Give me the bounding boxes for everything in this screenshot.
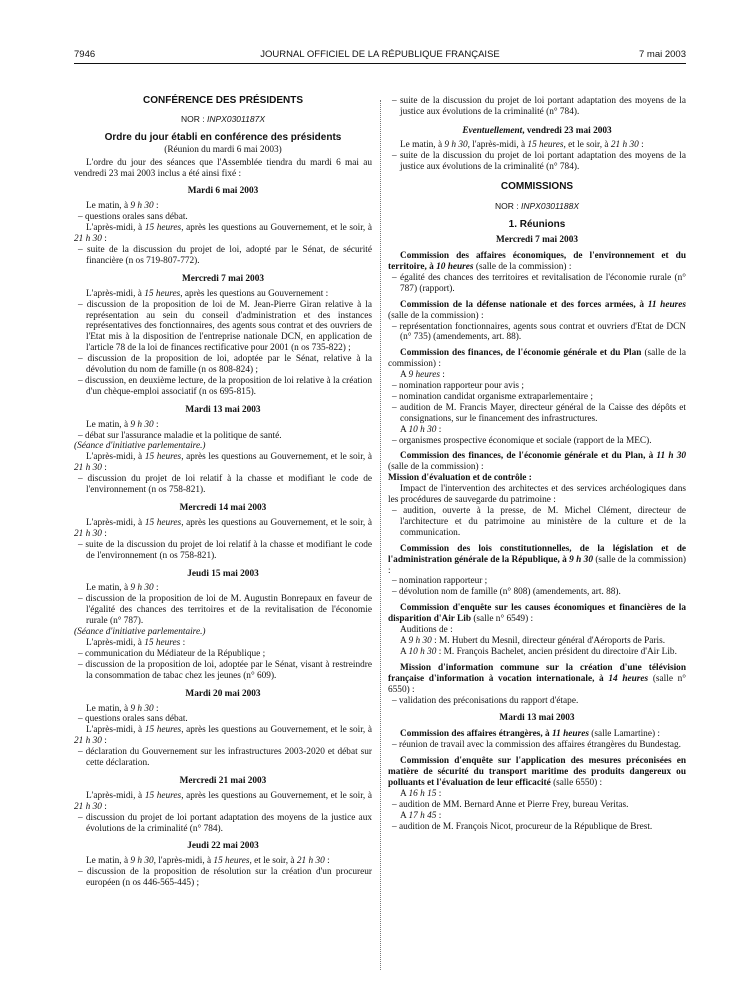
text: , après les questions au Gouvernement, et le soir, à (181, 223, 372, 234)
text: : (153, 201, 159, 212)
time: 9 h 30 (130, 201, 154, 212)
committee-title (388, 663, 686, 696)
agenda-item: – dévolution nom de famille (n° 808) (amendements, art. 88). (392, 587, 621, 598)
text: L'après-midi, à (86, 637, 145, 648)
time: 15 heures (213, 856, 250, 867)
text: : (439, 370, 445, 381)
session-time (74, 223, 372, 245)
text: Le matin, à (400, 139, 445, 150)
agenda-item: – discussion de la proposition de loi de M. Augustin Bonrepaux en faveur de l'égalité des chances des territoires et de la revitalisation de l'économie rurale (n° 787). (78, 594, 372, 627)
agenda-item: – déclaration du Gouvernement sur les infrastructures 2003-2020 et débat sur cette déclaration. (78, 747, 372, 769)
text: (salle n° 6549) : (471, 614, 534, 625)
time: 9 h 30 (130, 856, 154, 867)
nor-label: NOR : (181, 113, 205, 124)
time: 14 heures (608, 673, 649, 684)
time: 17 h 45 (408, 810, 437, 821)
time: 21 h 30 (74, 463, 102, 474)
nor-label: NOR : (495, 201, 519, 212)
session-note: (Séance d'initiative parlementaire.) (74, 627, 206, 638)
text: : (436, 810, 442, 821)
right-column (388, 96, 686, 832)
agenda-item: – débat sur l'assurance maladie et la politique de santé. (78, 430, 282, 441)
conference-title: CONFÉRENCE DES PRÉSIDENTS (142, 95, 304, 106)
day-heading: Mercredi 7 mai 2003 (495, 235, 578, 246)
agenda-item: – suite de la discussion du projet de loi portant adaptation des moyens de la justice aux évolutions de la criminalité (n° 784). (392, 150, 686, 172)
journal-title: JOURNAL OFFICIEL DE LA RÉPUBLIQUE FRANÇAISE (260, 49, 500, 60)
text: Commission d'enquête sur les causes économiques et financières de la disparition d'Air Lib (388, 603, 686, 625)
time: 9 h 30 (444, 139, 468, 150)
left-column (74, 96, 372, 889)
time: 15 heures (144, 790, 182, 801)
nor-code: INPX0301188X (521, 201, 579, 212)
time: 21 h 30 (74, 234, 102, 245)
committee-title (388, 544, 686, 577)
time: 16 h 15 (408, 788, 437, 799)
text: (salle Lamartine) : (588, 729, 660, 740)
time: 15 heures (144, 223, 182, 234)
time: 9 h 30 (569, 554, 593, 565)
text: Commission des finances, de l'économie générale et du Plan, à (400, 451, 657, 462)
text: : M. François Bachelet, ancien président du directoire d'Air Lib. (436, 646, 677, 657)
text: , après les questions au Gouvernement, et le soir, à (181, 452, 372, 463)
text: L'après-midi, à (86, 517, 145, 528)
page-header (74, 49, 686, 63)
text: L'après-midi, à (86, 790, 145, 801)
agenda-item: – audition de MM. Bernard Anne et Pierre Frey, bureau Veritas. (392, 799, 629, 810)
agenda-item: – égalité des chances des territoires et revitalisation de l'économie rurale (n° 787) (rapport). (392, 272, 686, 294)
text: A (400, 424, 409, 435)
text: , et le soir, à (249, 856, 297, 867)
text: Commission des lois constitutionnelles, de la législation et de l'administration générale de la République, à (388, 543, 686, 565)
text: A (400, 788, 409, 799)
text: (salle de la commission) : (473, 261, 572, 272)
session-time (74, 201, 372, 212)
text: : (436, 424, 442, 435)
time: 10 h 30 (408, 424, 437, 435)
text: Mission d'information commune sur la création d'une télévision française d'information à vocation internationale, à (388, 662, 686, 684)
text: (salle de la commission) : (388, 462, 484, 473)
agenda-item: – audition de M. Francis Mayer, directeur général de la Caisse des dépôts et consignations, sur le financement des infrastructures. (392, 402, 686, 424)
session-time (74, 583, 372, 594)
day-heading: Jeudi 22 mai 2003 (187, 841, 259, 852)
committee-title (388, 451, 686, 473)
text: : (101, 801, 107, 812)
session-time (388, 370, 686, 381)
agenda-item: – représentation fonctionnaires, agents sous contrat et ouvriers d'Etat de DCN (n° 735) (amendements, art. 88). (392, 321, 686, 343)
time: 11 heures (647, 299, 686, 310)
ordre-subtitle: (Réunion du mardi 6 mai 2003) (164, 144, 282, 155)
agenda-item: – suite de la discussion du projet de loi, adopté par le Sénat, de sécurité financière (n os 719-807-772). (78, 244, 372, 266)
time: 11 heures (552, 729, 589, 740)
time: 15 heures (144, 452, 182, 463)
time: 9 h 30 (130, 583, 154, 594)
text: Le matin, à (86, 583, 131, 594)
commissions-title: COMMISSIONS (500, 181, 574, 193)
agenda-item: – discussion de la proposition de loi, adoptée par le Sénat, relative à la dévolution du nom de famille (n os 808-824) ; (78, 354, 372, 376)
mission-text: Impact de l'intervention des architectes et des services archéologiques dans les procédures de sauvegarde du patrimoine : (388, 484, 686, 506)
time: 15 heures (144, 637, 181, 648)
day-heading: Mardi 20 mai 2003 (185, 688, 261, 699)
time: 15 heures (144, 288, 181, 299)
agenda-item: – nomination rapporteur pour avis ; (392, 381, 524, 392)
agenda-item: – questions orales sans débat. (78, 714, 188, 725)
agenda-item: – réunion de travail avec la commission des affaires étrangères du Bundestag. (392, 740, 681, 751)
reunions-title: 1. Réunions (508, 219, 566, 231)
audition-entry (388, 647, 686, 658)
time: 10 h 30 (408, 646, 437, 657)
text: (salle de la commission) : (388, 310, 484, 321)
time: 15 heures (144, 517, 182, 528)
text: Commission de la défense nationale et des forces armées, à (400, 299, 648, 310)
day-heading: Jeudi 15 mai 2003 (187, 568, 259, 579)
session-time (74, 704, 372, 715)
time: 15 heures (527, 139, 564, 150)
header-rule (74, 63, 686, 64)
nor-code: INPX0301187X (207, 113, 265, 124)
committee-title (388, 300, 686, 322)
agenda-item: – organismes prospective économique et sociale (rapport de la MEC). (392, 435, 652, 446)
session-time (74, 289, 372, 300)
session-time (74, 725, 372, 747)
text: , l'après-midi, à (153, 856, 214, 867)
session-time (388, 789, 686, 800)
text: (salle n° 6550) : (388, 673, 686, 695)
text: : (324, 856, 330, 867)
text: A (400, 810, 409, 821)
text: (salle 6550) : (550, 777, 603, 788)
agenda-item: – audition, ouverte à la presse, de M. Michel Clément, directeur de l'architecture et du patrimoine au ministère de la culture et de la communication. (392, 506, 686, 538)
text: Le matin, à (86, 856, 131, 867)
text: : (436, 788, 442, 799)
text: , et le soir, à (563, 139, 611, 150)
agenda-item: – communication du Médiateur de la République ; (78, 648, 266, 659)
committee-title (388, 729, 686, 740)
agenda-item: – discussion de la proposition de résolution sur la création d'un procureur européen (n os 446-565-445) ; (78, 867, 372, 889)
text: Eventuellement (462, 125, 523, 136)
committee-title (388, 348, 686, 370)
day-heading: Mercredi 14 mai 2003 (179, 503, 267, 513)
day-heading: Mardi 13 mai 2003 (185, 404, 261, 415)
agenda-item: – nomination rapporteur ; (392, 576, 488, 587)
text: (salle de la commission) : (388, 348, 687, 370)
text: L'après-midi, à (86, 288, 145, 299)
day-heading: Mercredi 7 mai 2003 (181, 273, 264, 284)
day-heading: Mardi 6 mai 2003 (187, 186, 259, 197)
text: , l'après-midi, à (467, 139, 528, 150)
text: : (153, 703, 159, 714)
committee-title (388, 603, 686, 625)
auditions-label: Auditions de : (400, 625, 453, 636)
session-time (74, 420, 372, 431)
audition-entry (388, 636, 686, 647)
agenda-item: – discussion du projet de loi portant adaptation des moyens de la justice aux évolutions de la criminalité (n° 784). (78, 812, 372, 834)
committee-title (388, 251, 686, 273)
text: Commission des finances, de l'économie générale et du Plan (400, 348, 642, 359)
nor-reference (388, 201, 686, 212)
text: , après les questions au Gouvernement, et le soir, à (181, 725, 372, 736)
agenda-item: – questions orales sans débat. (78, 212, 188, 223)
text: : (153, 419, 159, 430)
text: Le matin, à (86, 201, 131, 212)
committee-title (388, 756, 686, 789)
session-time (74, 518, 372, 540)
page-number: 7946 (74, 49, 96, 60)
day-heading (388, 126, 686, 137)
text: L'après-midi, à (86, 725, 145, 736)
time: 10 heures (436, 261, 474, 272)
session-time (388, 140, 686, 151)
session-time (74, 638, 372, 649)
intro-paragraph: L'ordre du jour des séances que l'Assemblée tiendra du mardi 6 mai au vendredi 23 mai 2003 inclus a été ainsi fixé : (74, 157, 372, 179)
time: 9 h 30 (408, 635, 432, 646)
agenda-item: – discussion de la proposition de loi de M. Jean-Pierre Giran relative à la représentation au sein du conseil d'administration et des instances représentatives des fonctionnaires, des agents sous contrat et des ouvriers de l'Etat mis à la disposition de l'entreprise nationale DCN, en application de l'article 78 de la loi de finances rectificative pour 2001 (n os 735-822) ; (78, 299, 372, 354)
time: 9 h 30 (130, 419, 154, 430)
agenda-item: – nomination candidat organisme extraparlementaire ; (392, 391, 593, 402)
session-time (74, 452, 372, 474)
text: : (180, 637, 186, 648)
text: : (101, 528, 107, 539)
text: Le matin, à (86, 419, 131, 430)
text: : (638, 139, 644, 150)
text: , après les questions au Gouvernement : (180, 288, 329, 299)
ordre-title: Ordre du jour établi en conférence des présidents (104, 131, 342, 143)
text: Le matin, à (86, 703, 131, 714)
time: 21 h 30 (74, 528, 102, 539)
text: Commission des affaires étrangères, à (400, 729, 553, 740)
text: : (101, 234, 107, 245)
day-heading: Mardi 13 mai 2003 (499, 713, 575, 724)
time: 9 heures (408, 370, 440, 381)
day-heading: Mercredi 21 mai 2003 (179, 775, 267, 786)
agenda-item: – audition de M. François Nicot, procureur de la République de Brest. (392, 821, 653, 832)
text: Commission des affaires économiques, de l'environnement et du territoire, à (388, 251, 686, 272)
text: , après les questions au Gouvernement, et le soir, à (181, 517, 372, 528)
time: 21 h 30 (74, 801, 102, 812)
agenda-item: – suite de la discussion du projet de loi relatif à la chasse et modifiant le code de l'environnement (n os 758-821). (78, 539, 372, 561)
time: 21 h 30 (74, 736, 102, 747)
column-separator (380, 100, 381, 970)
session-time (74, 791, 372, 813)
mission-heading: Mission d'évaluation et de contrôle : (388, 473, 532, 484)
time: 11 h 30 (656, 451, 687, 462)
text: A (400, 370, 409, 381)
text: : (101, 736, 107, 747)
issue-date: 7 mai 2003 (638, 49, 686, 60)
text: , vendredi 23 mai 2003 (522, 125, 612, 136)
agenda-item: – suite de la discussion du projet de loi portant adaptation des moyens de la justice aux évolutions de la criminalité (n° 784). (392, 96, 686, 117)
session-time (388, 811, 686, 822)
time: 15 heures (144, 725, 182, 736)
text: Commission d'enquête sur l'application des mesures préconisées en matière de sécurité du transport maritime des produits dangereux ou polluants et l'évaluation de leur efficacité (388, 756, 686, 788)
session-note: (Séance d'initiative parlementaire.) (74, 441, 206, 452)
text: L'après-midi, à (86, 452, 145, 463)
agenda-item: – validation des préconisations du rapport d'étape. (392, 695, 579, 706)
text: A (400, 646, 409, 657)
time: 9 h 30 (130, 703, 154, 714)
agenda-item: – discussion du projet de loi relatif à la chasse et modifiant le code de l'environnement (n os 758-821). (78, 474, 372, 496)
time: 21 h 30 (610, 139, 639, 150)
agenda-item: – discussion de la proposition de loi, adoptée par le Sénat, visant à restreindre la consommation de tabac chez les jeunes (n° 609). (78, 659, 372, 681)
text: : M. Hubert du Mesnil, directeur général d'Aéroports de Paris. (431, 635, 666, 646)
text: A (400, 635, 409, 646)
text: : (153, 583, 159, 594)
agenda-item: – discussion, en deuxième lecture, de la proposition de loi relative à la création d'un chèque-emploi associatif (n os 695-815). (78, 375, 372, 397)
time: 21 h 30 (296, 856, 325, 867)
session-time (388, 425, 686, 436)
text: : (101, 463, 107, 474)
text: L'après-midi, à (86, 223, 145, 234)
session-time (74, 856, 372, 867)
nor-reference (74, 114, 372, 125)
text: (salle de la commission) : (388, 554, 687, 576)
text: , après les questions au Gouvernement, et le soir, à (181, 790, 372, 801)
